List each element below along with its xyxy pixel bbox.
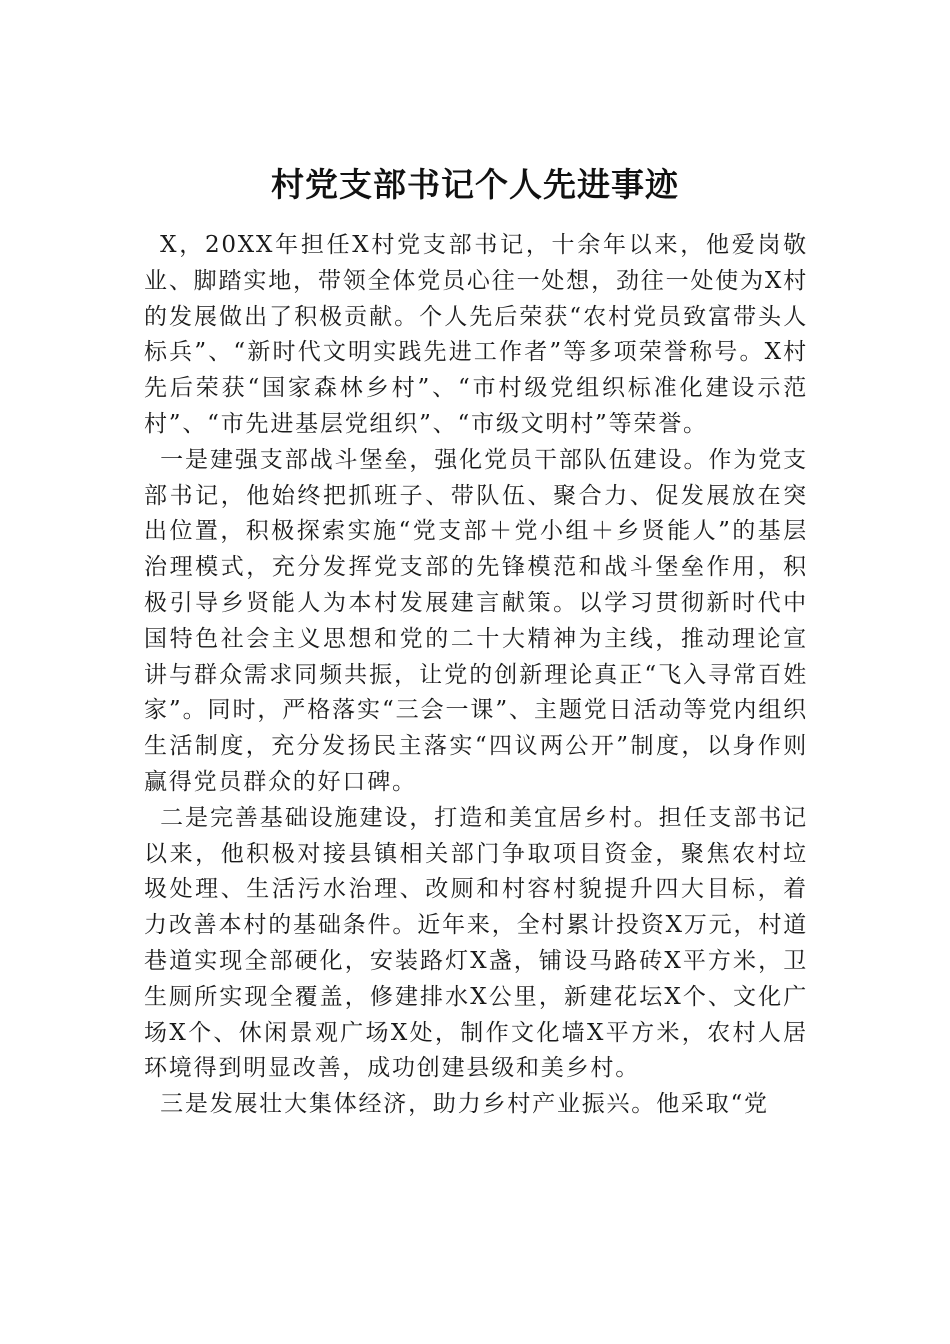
paragraph-party-building: 一是建强支部战斗堡垒，强化党员干部队伍建设。作为党支部书记，他始终把抓班子、带队伍、聚合力、促发展放在突出位置，积极探索实施“党支部＋党小组＋乡贤能人”的基层治理模式，充分发挥党支部的先锋模范和战斗堡垒作用，积极引导乡贤能人为本村发展建言献策。以学习贯彻新时代中国特色社会主义思想和党的二十大精神为主线，推动理论宣讲与群众需求同频共振，让党的创新理论真正“飞入寻常百姓家”。同时，严格落实“三会一课”、主题党日活动等党内组织生活制度，充分发扬民主落实“四议两公开”制度，以身作则赢得党员群众的好口碑。	[144, 446, 808, 795]
paragraph-intro: X，20XX年担任X村党支部书记，十余年以来，他爱岗敬业、脚踏实地，带领全体党员心往一处想，劲往一处使为X村的发展做出了积极贡献。个人先后荣获“农村党员致富带头人标兵”、“新时代文明实践先进工作者”等多项荣誉称号。X村先后荣获“国家森林乡村”、“市村级党组织标准化建设示范村”、“市先进基层党组织”、“市级文明村”等荣誉。	[144, 232, 808, 437]
paragraph-infrastructure: 二是完善基础设施建设，打造和美宜居乡村。担任支部书记以来，他积极对接县镇相关部门争取项目资金，聚焦农村垃圾处理、生活污水治理、改厕和村容村貌提升四大目标，着力改善本村的基础条件。近年来，全村累计投资X万元，村道巷道实现全部硬化，安装路灯X盏，铺设马路砖X平方米，卫生厕所实现全覆盖，修建排水X公里，新建花坛X个、文化广场X个、休闲景观广场X处，制作文化墙X平方米，农村人居环境得到明显改善，成功创建县级和美乡村。	[144, 804, 808, 1082]
paragraph-collective-economy: 三是发展壮大集体经济，助力乡村产业振兴。他采取“党	[160, 1091, 769, 1118]
document-title: 村党支部书记个人先进事迹	[271, 165, 679, 204]
document-body	[144, 228, 808, 1123]
